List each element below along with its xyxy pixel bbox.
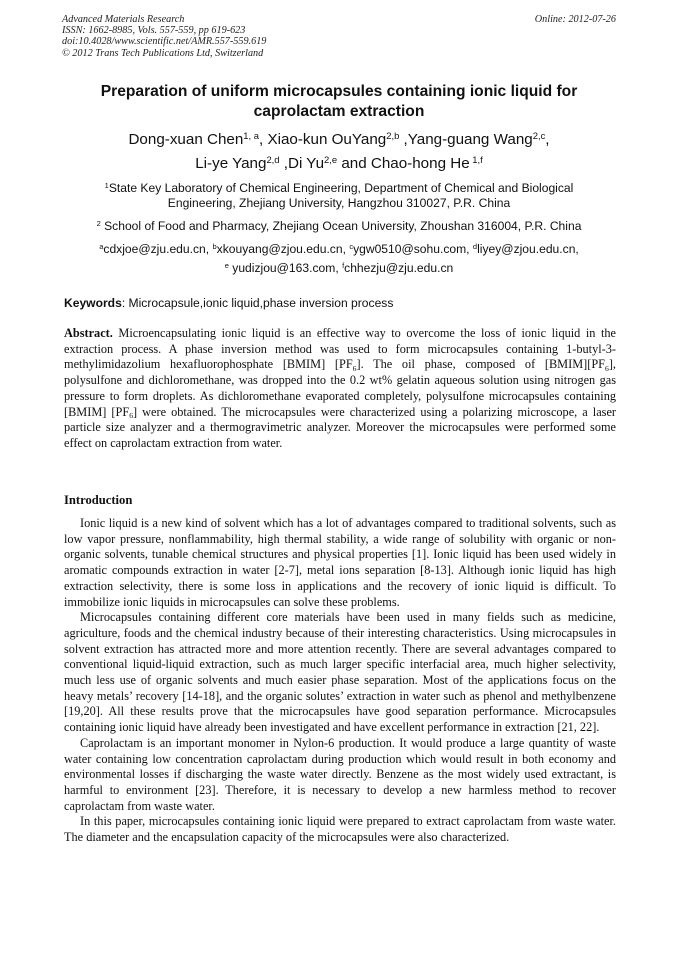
keywords-label: Keywords [64,296,122,310]
title-line-1: Preparation of uniform microcapsules containing ionic liquid for [100,83,578,100]
affiliation-1: $^1$State Key Laboratory of Chemical Engineering, Department of Chemical and Biological Engineering, Zhejiang University, Hangzhou 310027, P.R. China [104,180,574,210]
author-name: Chao-hong He [370,155,470,172]
author-affil-mark: 2,c [532,129,546,141]
author-emails: $^a$cdxjoe@zju.edu.cn, $^b$xkouyang@zjou.edu.cn, $^c$ygw0510@sohu.com, $^d$liyey@zjou.edu.cn, $^e$ yudizjou@163.com, $^f$chhezju@zju.edu.cn [99,241,579,275]
journal-header [62,14,266,59]
author-list [50,128,628,176]
author-affil-mark: 2,e [324,153,338,165]
author-name: Xiao-kun OuYang [267,131,387,148]
email-link[interactable]: xkouyang@zjou.edu.cn, [216,242,346,256]
paragraph: Ionic liquid is a new kind of solvent which has a lot of advantages compared to traditional solvents, such as low vapor pressure, nonflammability, high thermal stability, a wide range of solubility with organic or non-organic solvents, tunable chemical structures and physical properties [1]. Ionic liquid has been used widely in aromatic compounds extraction in water [2-7], metal ions separation [8-13]. Although ionic liquid has high extraction selectivity, there is some loss in applications and the recovery of ionic liquid is difficult. To immobilize ionic liquids in microcapsules can solve these problems. [64,516,616,609]
paragraph: In this paper, microcapsules containing ionic liquid were prepared to extract caprolactam from waste water. The diameter and the encapsulation capacity of the microcapsules were also characterized. [64,814,616,845]
affiliation-2: $^2$ School of Food and Pharmacy, Zhejiang Ocean University, Zhoushan 316004, P.R. China [96,218,582,233]
paper-title [80,82,598,122]
email-link[interactable]: yudizjou@163.com, [228,261,339,275]
author-affil-mark: 1,f [469,153,483,165]
online-date: Online: 2012-07-26 [534,14,616,25]
section-heading-introduction: Introduction [64,493,133,507]
author-name: Dong-xuan Chen [128,131,244,148]
author-affil-mark: 1, a [243,129,259,141]
author-affil-mark: 2,b [386,129,400,141]
email-link[interactable]: cdxjoe@zju.edu.cn, [103,242,210,256]
copyright-line: © 2012 Trans Tech Publications Ltd, Switzerland [62,47,264,59]
author-line-1: Dong-xuan Chen$^{1, a}$, Xiao-kun OuYang$^{2,b}$ ,Yang-guang Wang$^{2,c}$, [128,129,550,148]
author-name: Yang-guang Wang [407,131,533,148]
paragraph: Caprolactam is an important monomer in Nylon-6 production. It would produce a large quantity of waste water containing low concentration caprolactam during production which would result in both economy and environmental losses if discharging the waste water directly. Benzene as the most widely used extractant, is harmful to environment [23]. Therefore, it is necessary to develop a new harmless method to recover caprolactam from waste water. [64,735,616,813]
abstract-label: Abstract. [64,326,113,340]
abstract: Abstract. Microencapsulating ionic liquid is an effective way to overcome the loss of ionic liquid in the extraction process. A phase inversion method was used to form microcapsules containing 1-butyl-3-methylimidazolium hexafluorophosphate [BMIM] $[PF_6]$. The oil phase, composed of $[BMIM][PF_6]$, polysulfone and dichloromethane, was dropped into the 0.2 wt% gelatin aqueous solution using nitrogen gas pressure to form droplets. As dichloromethane evaporated completely, polysulfone microcapsules containing [BMIM] $[PF_6]$ were obtained. The microcapsules were characterized using a polarizing microscope, a laser particle size analyzer and a thermogravimetric analyzer. Moreover the microcapsules were performed some effect on caprolactam extraction from water. [64,326,617,450]
title-line-2: caprolactam extraction [253,103,425,120]
email-link[interactable]: liyey@zjou.edu.cn, [477,242,579,256]
author-line-2: Li-ye Yang$^{2,d}$ ,Di Yu$^{2,e}$ and Chao-hong He $^{1,f}$ [195,153,483,172]
paragraph: Microcapsules containing different core materials have been used in many fields such as medicine, agriculture, foods and the chemical industry because of their interesting characteristics. Using microcapsules in solvent extraction has attracted more and more attention recently. There are several advantages compared to conventional liquid-liquid extraction, such as much larger specific interfacial area, much higher selectivity, much less use of organic solvents and much easier phase separation. Most of the applications focus on the heavy metals’ recovery [14-18], and the organic solutes’ extraction in water such as phenol and methylbenzene [19,20]. All these results prove that the microcapsules have good separation performance. Microcapsules containing ionic liquid have already been investigated and have excellent performance in extraction [21, 22]. [64,610,616,735]
author-affil-mark: 2,d [266,153,280,165]
issn-line: ISSN: 1662-8985, Vols. 557-559, pp 619-623 [62,25,246,37]
keywords-text: : Microcapsule,ionic liquid,phase inversion process [121,296,394,310]
email-link[interactable]: chhezju@zju.edu.cn [344,261,454,275]
doi-line: doi:10.4028/www.scientific.net/AMR.557-559.619 [62,36,267,48]
journal-name: Advanced Materials Research [62,14,185,25]
introduction-body [64,516,616,846]
keywords [64,296,616,311]
author-name: Di Yu [287,155,325,172]
author-name: Li-ye Yang [195,155,267,172]
email-link[interactable]: ygw0510@sohu.com, [353,242,470,256]
